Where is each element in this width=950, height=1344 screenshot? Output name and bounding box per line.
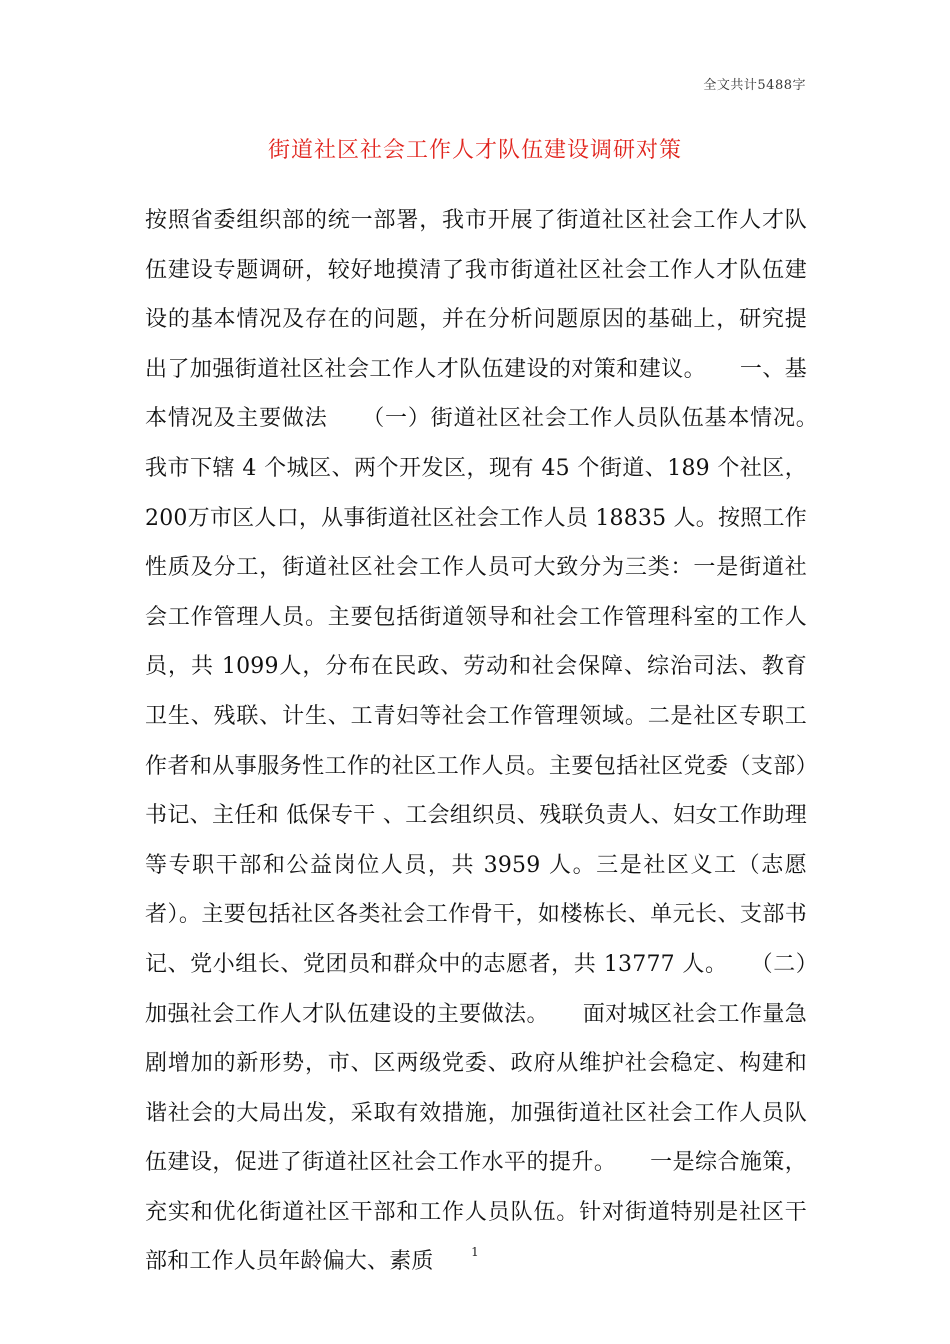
word-count-label: 全文共计5488字 bbox=[703, 78, 806, 93]
document-body: 按照省委组织部的统一部署，我市开展了街道社区社会工作人才队伍建设专题调研，较好地摸清了我市街道社区社会工作人才队伍建设的基本情况及存在的问题，并在分析问题原因的基础上，研究提出了加强街道社区社会工作人才队伍建设的对策和建议。 一、基本情况及主要做法 （一）街道社区社会工作人员队伍基本情况。 我市下辖 4 个城区、两个开发区，现有 45 个街道、189 个社区，200万市区人口，从事街道社区社会工作人员 18835 人。按照工作性质及分工，街道社区社会工作人员可大致分为三类：一是街道社会工作管理人员。主要包括街道领导和社会工作管理科室的工作人员，共 1099人，分布在民政、劳动和社会保障、综治司法、教育卫生、残联、计生、工青妇等社会工作管理领域。二是社区专职工作者和从事服务性工作的社区工作人员。主要包括社区党委（支部）书记、主任和 低保专干 、工会组织员、残联负责人、妇女工作助理等专职干部和公益岗位人员，共 3959 人。三是社区义工（志愿者）。主要包括社区各类社会工作骨干，如楼栋长、单元长、支部书记、党小组长、党团员和群众中的志愿者，共 13777 人。 （二）加强社会工作人才队伍建设的主要做法。 面对城区社会工作量急剧增加的新形势，市、区两级党委、政府从维护社会稳定、构建和谐社会的大局出发，采取有效措施，加强街道社区社会工作人员队伍建设，促进了街道社区社会工作水平的提升。 一是综合施策，充实和优化街道社区干部和工作人员队伍。针对街道特别是社区干部和工作人员年龄偏大、素质 bbox=[145, 208, 852, 1275]
document-title: 街道社区社会工作人才队伍建设调研对策 bbox=[267, 138, 682, 163]
page-number: 1 bbox=[471, 1245, 479, 1259]
